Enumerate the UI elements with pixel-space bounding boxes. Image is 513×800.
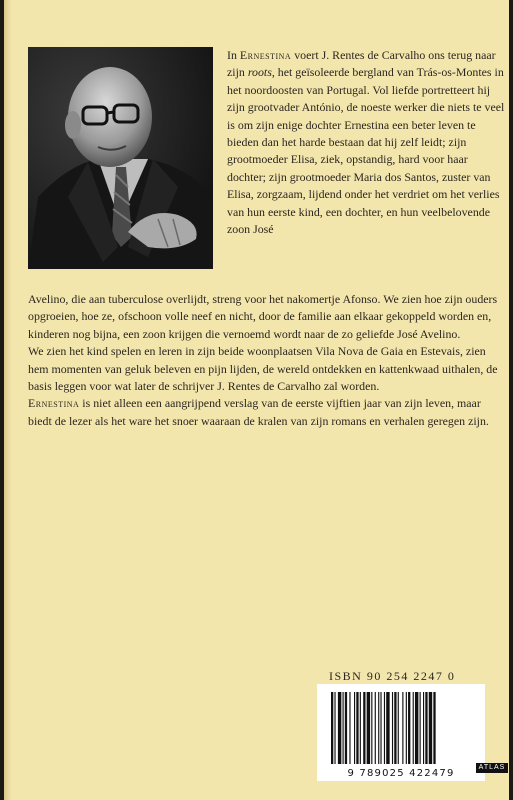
barcode-number: 9 789025 422479 [347,768,455,779]
publisher-logo: ATLAS [476,763,508,773]
intro-paragraph: In Ernestina voert J. Rentes de Carvalho ons terug naar zijn roots, het geïsoleerde bergland van Trás-os-Montes in het noordoosten van Portugal. Vol liefde portretteert hij zijn grootvader António, de noeste werker die niets te veel is om zijn enige dochter Ernestina een beter leven te bieden dan het harde bestaan dat hij zelf leidt; zijn grootmoeder Elisa, ziek, opstandig, hard voor haar dochter; zijn grootmoeder Maria dos Santos, zuster van Elisa, zorgzaam, lijdend onder het verdriet om het verlies van hun eerste kind, een dochter, en hun veelbelovende zoon José [227,48,505,237]
book-title-inline: Ernestina [239,48,292,62]
paragraph-3 [28,395,498,430]
intro-text-b: , het geïsoleerde bergland van Trás-os-Montes in het noordoosten van Portugal. Vol liefde portretteert hij zijn grootvader António, de noeste werker die niets te veel is om zijn enige dochter Ernestina een beter leven te bieden dan het harde bestaan dat hij zelf leidt; zijn grootmoeder Elisa, ziek, opstandig, hard voor haar dochter; zijn grootmoeder Maria dos Santos, zuster van Elisa, zorgzaam, lijdend onder het verdriet om het verlies van hun eerste kind, een dochter, en hun veelbelovende zoon José [227,65,505,237]
paragraph-continued: Avelino, die aan tuberculose overlijdt, streng voor het nakomertje Afonso. We zien hoe zijn ouders opgroeien, hoe ze, ofschoon volle neef en nicht, door de familie aan elkaar gekoppeld worden en, kinderen nog bijna, een zoon krijgen die vernoemd wordt naar de zo geliefde José Avelino. [28,292,498,341]
spine-shadow [4,0,12,800]
book-title-inline: Ernestina [28,396,80,411]
body-text [28,291,498,430]
isbn-label: ISBN 90 254 2247 0 [329,669,456,683]
barcode [317,684,485,781]
paragraph-2: We zien het kind spelen en leren in zijn beide woonplaatsen Vila Nova de Gaia en Estevais, zien hem momenten van geluk beleven en pijn lijden, de wereld ontdekken en kattenkwaad uithalen, de basis leggen voor wat later de schrijver J. Rentes de Carvalho zal worden. [28,344,498,394]
author-photo [28,47,213,269]
paragraph-3-text: is niet alleen een aangrijpend verslag van de eerste vijftien jaar van zijn leven, maar biedt de lezer als het ware het snoer waaraan de kralen van zijn romans en verhalen geregen zijn. [28,396,489,428]
book-back-cover [4,0,509,800]
intro-text-a: voert J. Rentes de Carvalho ons terug naar zijn [227,48,496,80]
roots-italic: roots [247,65,272,80]
